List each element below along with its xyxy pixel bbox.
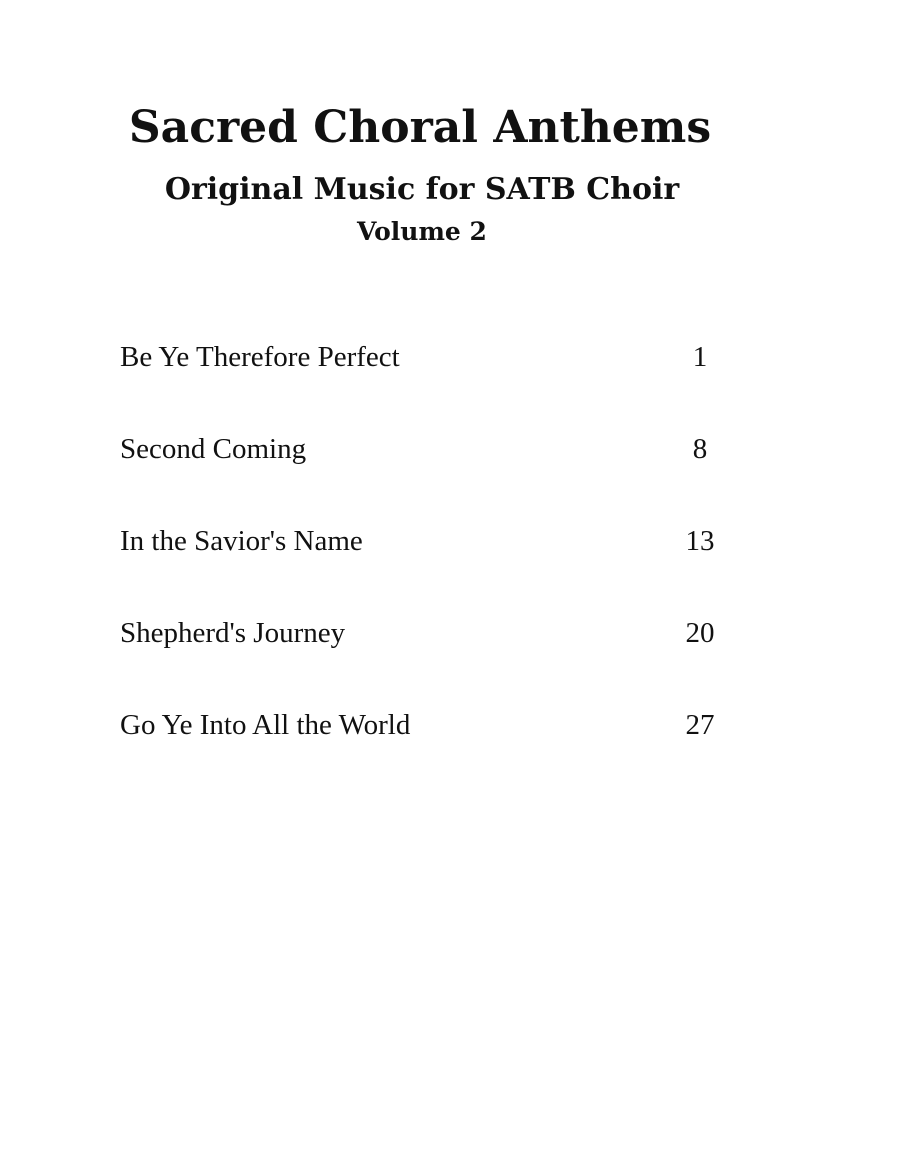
toc-entry-title: Shepherd's Journey	[120, 617, 346, 649]
table-of-contents	[120, 333, 740, 793]
toc-entry-page: 13	[685, 525, 715, 557]
page-subtitle: Original Music for SATB Choir	[164, 172, 680, 207]
toc-entry-page: 20	[685, 617, 715, 649]
toc-entry-title: Go Ye Into All the World	[120, 709, 411, 741]
toc-entry-title: In the Savior's Name	[120, 525, 363, 557]
toc-entry	[120, 609, 740, 701]
toc-entry-title: Second Coming	[120, 433, 307, 465]
toc-entry-page: 27	[685, 709, 715, 741]
toc-entry	[120, 425, 740, 517]
toc-entry-page: 1	[692, 341, 708, 373]
page-title: Sacred Choral Anthems	[128, 102, 712, 153]
toc-entry	[120, 701, 740, 793]
toc-entry-title: Be Ye Therefore Perfect	[120, 341, 400, 373]
volume-label: Volume 2	[357, 217, 487, 246]
toc-entry	[120, 333, 740, 425]
toc-entry	[120, 517, 740, 609]
toc-entry-page: 8	[692, 433, 708, 465]
